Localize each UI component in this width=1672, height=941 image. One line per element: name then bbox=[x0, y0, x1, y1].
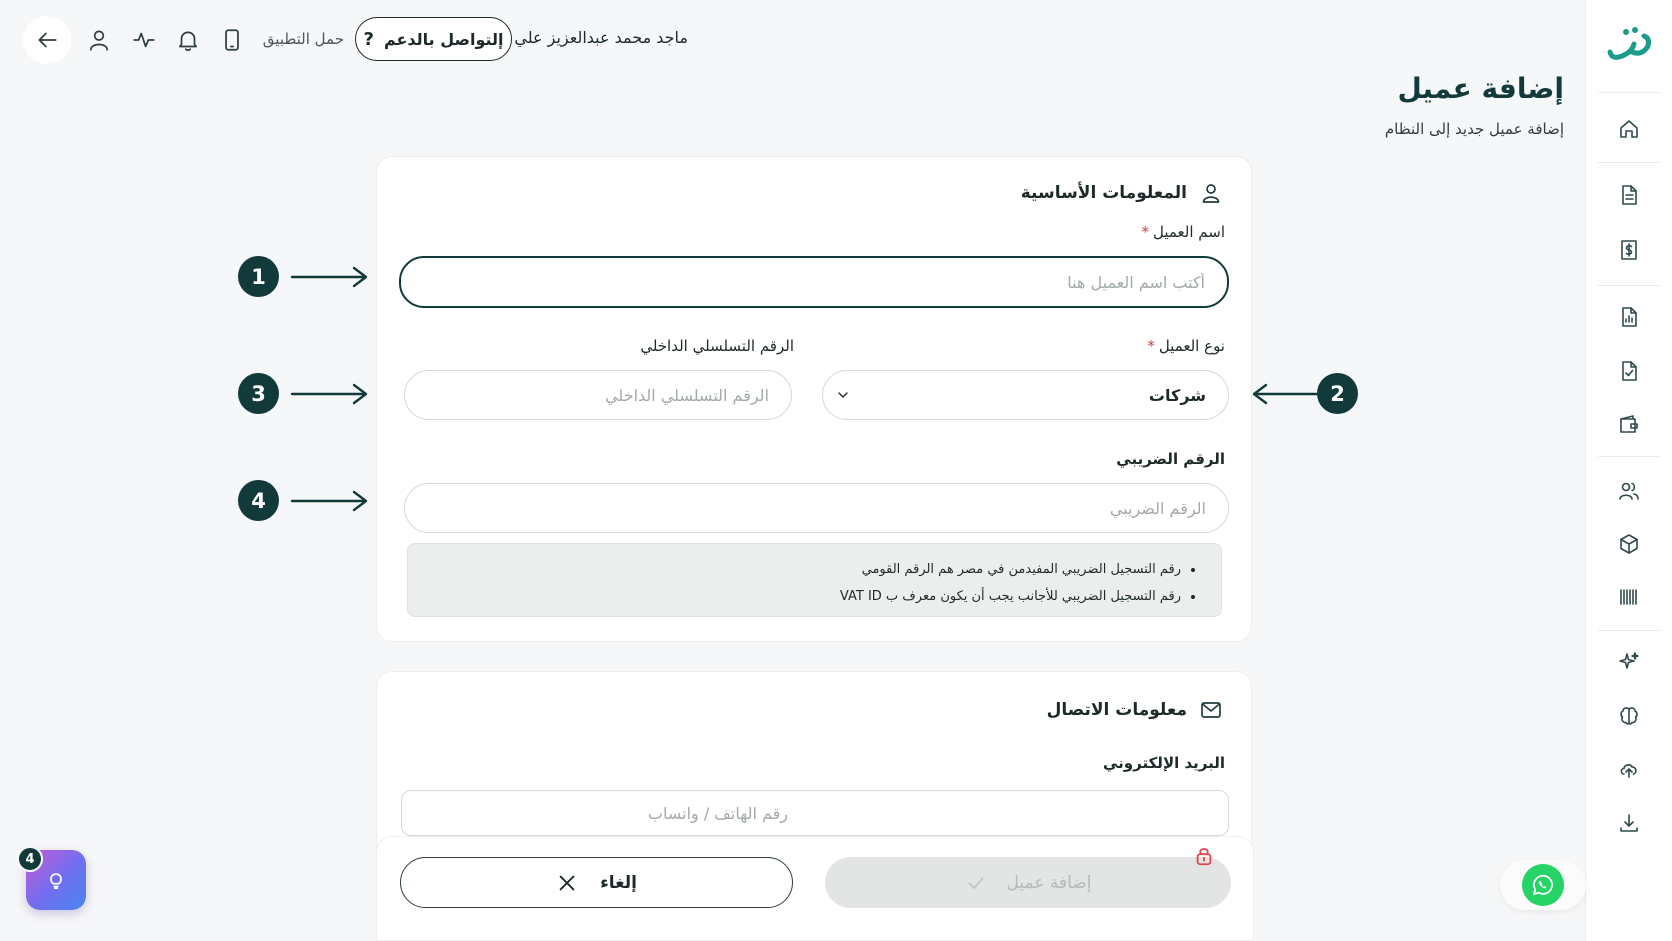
sidebar-item-wallet[interactable] bbox=[1612, 408, 1646, 442]
download-app-link[interactable]: حمل التطبيق bbox=[262, 30, 344, 48]
arrow-right-icon bbox=[290, 382, 370, 406]
sidebar-divider bbox=[1598, 92, 1661, 93]
page-title: إضافة عميل bbox=[1397, 72, 1564, 105]
sidebar-item-download[interactable] bbox=[1612, 806, 1646, 840]
profile-button[interactable] bbox=[79, 20, 119, 60]
sidebar-item-brain[interactable] bbox=[1612, 699, 1646, 733]
sidebar-divider bbox=[1598, 630, 1661, 631]
mobile-icon bbox=[219, 27, 245, 53]
sidebar-divider bbox=[1598, 456, 1661, 457]
arrow-right-icon bbox=[290, 489, 370, 513]
whatsapp-icon bbox=[1530, 872, 1556, 898]
sidebar-item-upload[interactable] bbox=[1612, 752, 1646, 786]
marker-4: 4 bbox=[238, 480, 279, 521]
sidebar bbox=[1585, 0, 1672, 941]
question-icon: ? bbox=[363, 28, 374, 50]
cancel-button[interactable] bbox=[400, 857, 793, 908]
required-mark: * bbox=[1147, 337, 1155, 355]
support-button-label: إلتواصل بالدعم bbox=[383, 29, 504, 49]
home-icon bbox=[1617, 117, 1641, 141]
sidebar-item-customers[interactable] bbox=[1612, 474, 1646, 508]
internal-serial-input[interactable] bbox=[404, 370, 792, 420]
arrow-right-icon bbox=[290, 265, 370, 289]
add-customer-button-label: إضافة عميل bbox=[1006, 872, 1092, 893]
app-logo[interactable] bbox=[1602, 22, 1658, 66]
marker-2: 2 bbox=[1317, 373, 1358, 414]
tips-count-badge: 4 bbox=[17, 846, 43, 872]
users-icon bbox=[1617, 479, 1641, 503]
cancel-button-label: إلغاء bbox=[600, 872, 637, 893]
marker-1: 1 bbox=[238, 256, 279, 297]
tax-notes-box bbox=[407, 543, 1222, 617]
activity-icon bbox=[131, 27, 157, 53]
tax-number-input[interactable] bbox=[404, 483, 1229, 533]
sparkles-icon bbox=[1617, 650, 1641, 674]
form-action-bar bbox=[376, 836, 1254, 941]
lock-icon bbox=[1193, 845, 1215, 867]
user-name[interactable]: ماجد محمد عبدالعزيز علي bbox=[514, 28, 688, 47]
sidebar-item-documents[interactable] bbox=[1612, 178, 1646, 212]
sidebar-divider bbox=[1598, 285, 1661, 286]
mobile-app-button[interactable] bbox=[212, 20, 252, 60]
required-mark: * bbox=[1141, 223, 1149, 241]
document-icon bbox=[1617, 183, 1641, 207]
customer-name-input[interactable] bbox=[399, 256, 1229, 308]
back-button[interactable] bbox=[23, 16, 71, 64]
customer-type-label bbox=[1147, 337, 1225, 355]
user-icon bbox=[1199, 181, 1223, 205]
sidebar-divider bbox=[1598, 162, 1661, 163]
box-icon bbox=[1617, 532, 1641, 556]
sidebar-item-products[interactable] bbox=[1612, 527, 1646, 561]
tax-number-label: الرقم الضريبي bbox=[1116, 450, 1225, 468]
basic-info-card bbox=[376, 156, 1252, 642]
whatsapp-button[interactable] bbox=[1522, 864, 1564, 906]
tax-note-item: • رقم التسجيل الضريبي للأجانب يجب أن يكون معرف ب VAT ID bbox=[408, 583, 1181, 610]
sidebar-item-barcode[interactable] bbox=[1612, 580, 1646, 614]
customer-name-label bbox=[1141, 223, 1225, 241]
phone-input[interactable] bbox=[401, 790, 1229, 836]
check-icon bbox=[965, 872, 987, 894]
email-label: البريد الإلكتروني bbox=[1103, 754, 1225, 772]
customer-name-label-text: اسم العميل bbox=[1152, 223, 1225, 241]
activity-button[interactable] bbox=[124, 20, 164, 60]
marker-3: 3 bbox=[238, 373, 279, 414]
sidebar-item-home[interactable] bbox=[1612, 112, 1646, 146]
report-icon bbox=[1617, 305, 1641, 329]
tax-notes-list bbox=[408, 556, 1201, 610]
customer-type-value: شركات bbox=[1148, 385, 1206, 405]
arrow-left-icon bbox=[1250, 382, 1330, 406]
contact-info-heading bbox=[1047, 698, 1223, 722]
page-subtitle: إضافة عميل جديد إلى النظام bbox=[1384, 120, 1564, 138]
notifications-button[interactable] bbox=[168, 20, 208, 60]
check-file-icon bbox=[1617, 359, 1641, 383]
contact-support-button[interactable] bbox=[355, 17, 512, 61]
contact-info-title: معلومات الاتصال bbox=[1046, 700, 1187, 720]
customer-type-select[interactable] bbox=[822, 370, 1229, 420]
invoice-dollar-icon bbox=[1617, 238, 1641, 262]
sidebar-item-approvals[interactable] bbox=[1612, 354, 1646, 388]
arrow-left-icon bbox=[34, 27, 60, 53]
mail-icon bbox=[1199, 698, 1223, 722]
basic-info-heading bbox=[1021, 181, 1223, 205]
tax-note-item: • رقم التسجيل الضريبي المفيدمن في مصر هم الرقم القومي bbox=[408, 556, 1181, 583]
barcode-icon bbox=[1617, 585, 1641, 609]
customer-type-label-text: نوع العميل bbox=[1158, 337, 1225, 355]
add-customer-button[interactable] bbox=[825, 857, 1231, 908]
sidebar-item-invoices[interactable] bbox=[1612, 233, 1646, 267]
logo-mark bbox=[1602, 22, 1658, 66]
sidebar-item-ai[interactable] bbox=[1612, 645, 1646, 679]
upload-cloud-icon bbox=[1617, 757, 1641, 781]
lightbulb-icon bbox=[45, 869, 67, 891]
user-icon bbox=[86, 27, 112, 53]
internal-serial-label: الرقم التسلسلي الداخلي bbox=[640, 337, 794, 355]
wallet-icon bbox=[1617, 413, 1641, 437]
bell-icon bbox=[175, 27, 201, 53]
sidebar-item-reports[interactable] bbox=[1612, 300, 1646, 334]
download-icon bbox=[1617, 811, 1641, 835]
close-icon bbox=[556, 872, 578, 894]
brain-icon bbox=[1617, 704, 1641, 728]
basic-info-title: المعلومات الأساسية bbox=[1020, 183, 1187, 203]
chevron-down-icon bbox=[835, 387, 851, 403]
